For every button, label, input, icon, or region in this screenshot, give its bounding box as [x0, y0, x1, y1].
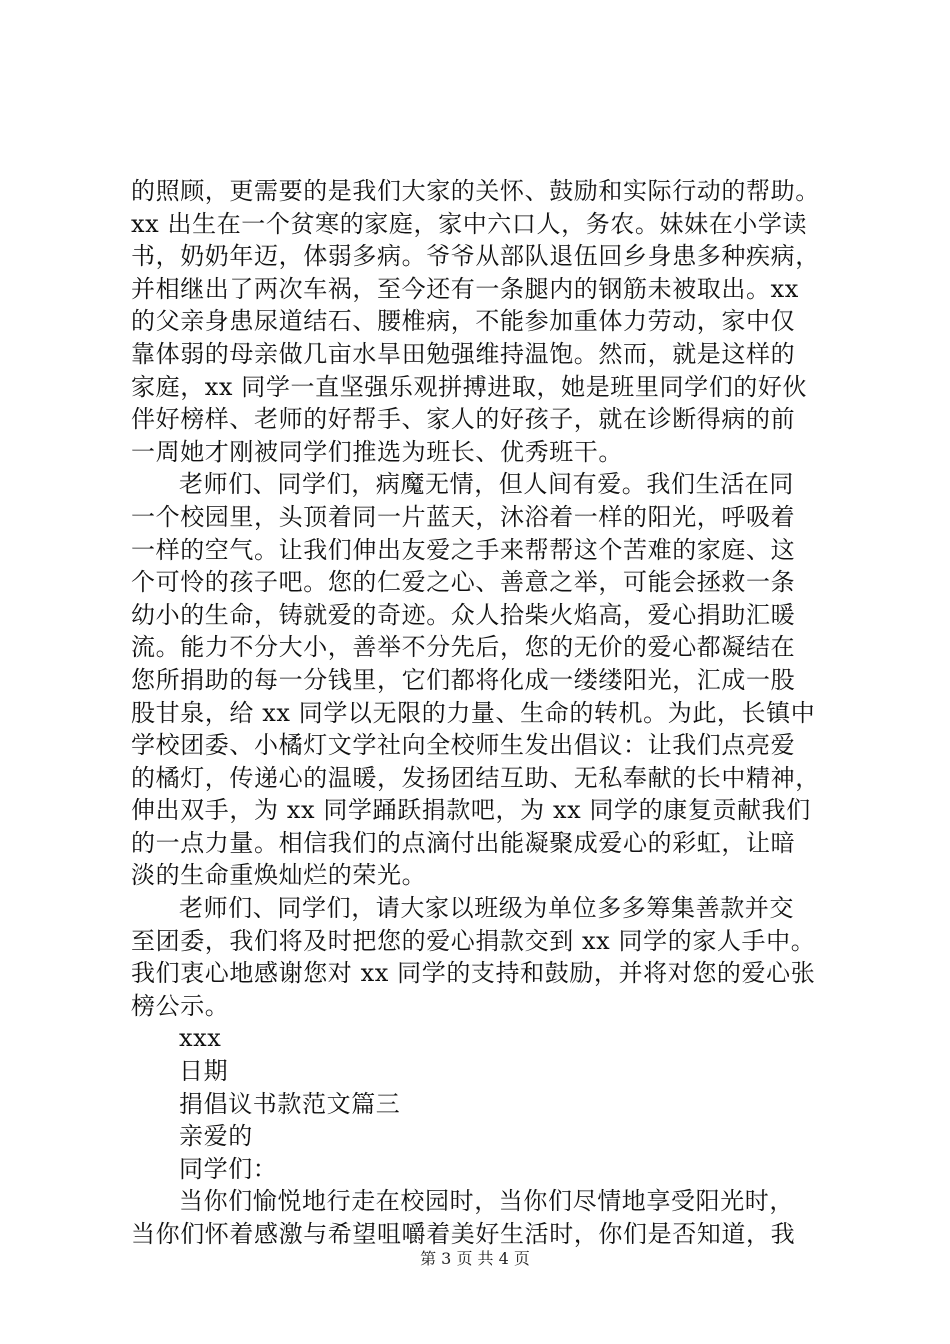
text-line: 伴好榜样、老师的好帮手、家人的好孩子，就在诊断得病的前	[131, 405, 796, 434]
text-line: 个可怜的孩子吧。您的仁爱之心、善意之举，可能会拯救一条	[131, 568, 796, 597]
text-line: 榜公示。	[131, 991, 230, 1020]
text-line: 幼小的生命，铸就爱的奇迹。众人拾柴火焰高，爱心捐助汇暖	[131, 600, 796, 629]
text-line: 的父亲身患尿道结石、腰椎病，不能参加重体力劳动，家中仅	[131, 307, 796, 336]
text-line: 当你们怀着感激与希望咀嚼着美好生活时，你们是否知道，我	[131, 1220, 796, 1248]
paragraph-3	[131, 892, 831, 1022]
text-line: 并相继出了两次车祸，至今还有一条腿内的钢筋未被取出。xx	[131, 274, 799, 303]
text-line: 家庭，xx 同学一直坚强乐观拼搏进取，她是班里同学们的好伙	[131, 372, 808, 401]
text-line: 老师们、同学们，病魔无情，但人间有爱。我们生活在同	[179, 470, 794, 499]
text-line: 流。能力不分大小，善举不分先后，您的无价的爱心都凝结在	[131, 633, 796, 662]
text-line: 淡的生命重焕灿烂的荣光。	[131, 861, 427, 890]
page-footer: 第 3 页 共 4 页	[420, 1249, 530, 1268]
paragraph-4	[131, 1185, 831, 1250]
date-label: 日期	[179, 1057, 229, 1086]
greeting-line-2: 同学们：	[179, 1154, 278, 1183]
greeting-line-1: 亲爱的	[179, 1122, 253, 1151]
text-line: 一个校园里，头顶着同一片蓝天，沐浴着一样的阳光，呼吸着	[131, 502, 796, 531]
text-line: 至团委，我们将及时把您的爱心捐款交到 xx 同学的家人手中。	[131, 926, 816, 955]
text-line: 股甘泉，给 xx 同学以无限的力量、生命的转机。为此，长镇中	[131, 698, 816, 727]
text-line: 学校团委、小橘灯文学社向全校师生发出倡议：让我们点亮爱	[131, 731, 796, 760]
text-line: 一周她才刚被同学们推选为班长、优秀班干。	[131, 437, 623, 466]
signature: xxx	[179, 1024, 222, 1053]
text-line: 我们衷心地感谢您对 xx 同学的支持和鼓励，并将对您的爱心张	[131, 959, 816, 988]
text-line: 伸出双手，为 xx 同学踊跃捐款吧，为 xx 同学的康复贡献我们	[131, 796, 811, 825]
section-title: 捐倡议书款范文篇三	[179, 1089, 401, 1118]
text-line: 的照顾，更需要的是我们大家的关怀、鼓励和实际行动的帮助。	[131, 177, 820, 205]
text-line: 书，奶奶年迈，体弱多病。爷爷从部队退伍回乡身患多种疾病，	[131, 242, 820, 271]
text-line: 您所捐助的每一分钱里，它们都将化成一缕缕阳光，汇成一股	[131, 665, 796, 694]
text-line: 的一点力量。相信我们的点滴付出能凝聚成爱心的彩虹，让暗	[131, 828, 796, 857]
text-line: 当你们愉悦地行走在校园时，当你们尽情地享受阳光时，	[179, 1187, 794, 1216]
paragraph-2	[131, 468, 831, 892]
text-line: 一样的空气。让我们伸出友爱之手来帮帮这个苦难的家庭、这	[131, 535, 796, 564]
text-line: 老师们、同学们，请大家以班级为单位多多筹集善款并交	[179, 894, 794, 923]
text-line: 靠体弱的母亲做几亩水旱田勉强维持温饱。然而，就是这样的	[131, 339, 796, 368]
text-line: xx 出生在一个贫寒的家庭，家中六口人，务农。妹妹在小学读	[131, 209, 808, 238]
paragraph-1	[131, 175, 831, 468]
text-line: 的橘灯，传递心的温暖，发扬团结互助、无私奉献的长中精神，	[131, 763, 820, 792]
document-body	[131, 175, 831, 1251]
